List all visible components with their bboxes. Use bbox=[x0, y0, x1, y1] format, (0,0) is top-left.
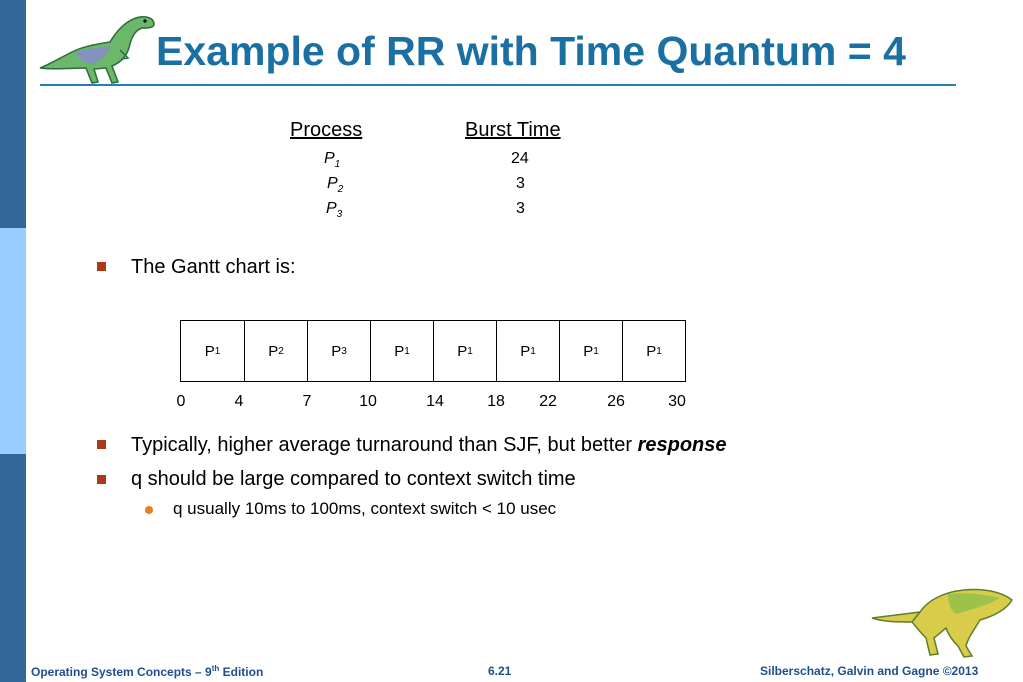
burst-time-value: 3 bbox=[516, 175, 525, 192]
title-divider bbox=[40, 84, 956, 86]
gantt-segment: P 2 bbox=[244, 321, 307, 381]
process-name: $P_2$ bbox=[327, 175, 344, 196]
gantt-time-tick: 10 bbox=[359, 393, 377, 410]
process-name: $P_3$ bbox=[326, 200, 343, 221]
burst-time-value: 24 bbox=[511, 150, 529, 167]
sidebar-segment-top bbox=[0, 0, 26, 228]
burst-time-value: 3 bbox=[516, 200, 525, 217]
gantt-chart bbox=[180, 320, 686, 382]
gantt-time-tick: 14 bbox=[426, 393, 444, 410]
process-column-header: Process bbox=[290, 119, 363, 141]
process-name: $P_1$ bbox=[324, 150, 341, 171]
gantt-segment: P 3 bbox=[307, 321, 370, 381]
gantt-time-tick: 0 bbox=[176, 393, 186, 410]
dinosaur-logo-bottom-icon bbox=[868, 584, 1016, 660]
gantt-segment: P 1 bbox=[496, 321, 559, 381]
gantt-time-tick: 30 bbox=[668, 393, 686, 410]
slide-title: Example of RR with Time Quantum = 4 bbox=[156, 28, 906, 74]
bullet-square-icon bbox=[97, 262, 106, 271]
gantt-segment: P 1 bbox=[622, 321, 685, 381]
bullet-quantum-size: q should be large compared to context switch time bbox=[131, 468, 576, 490]
bullet-turnaround: Typically, higher average turnaround than SJF, but better response bbox=[131, 434, 727, 456]
sub-bullet-quantum-range: q usually 10ms to 100ms, context switch < 10 usec bbox=[173, 499, 557, 518]
gantt-time-tick: 7 bbox=[302, 393, 312, 410]
bullet-square-icon bbox=[97, 440, 106, 449]
gantt-time-tick: 4 bbox=[234, 393, 244, 410]
burst-time-column-header: Burst Time bbox=[465, 119, 561, 141]
footer-authors: Silberschatz, Galvin and Gagne ©2013 bbox=[760, 664, 979, 678]
gantt-segment: P 1 bbox=[559, 321, 622, 381]
footer-page-number: 6.21 bbox=[488, 664, 512, 678]
sidebar-segment-middle bbox=[0, 228, 26, 454]
dinosaur-logo-top-icon bbox=[36, 6, 158, 86]
bullet-square-icon bbox=[97, 475, 106, 484]
sidebar-segment-bottom bbox=[0, 454, 26, 682]
bullet-dot-icon bbox=[145, 506, 153, 514]
footer-book-title: Operating System Concepts – 9th Edition bbox=[31, 664, 264, 679]
gantt-segment: P 1 bbox=[204, 342, 221, 360]
gantt-segment: P 1 bbox=[433, 321, 496, 381]
left-sidebar bbox=[0, 0, 26, 682]
gantt-time-tick: 22 bbox=[539, 393, 557, 410]
gantt-segment: P 1 bbox=[370, 321, 433, 381]
gantt-time-tick: 18 bbox=[487, 393, 505, 410]
gantt-time-tick: 26 bbox=[607, 393, 625, 410]
gantt-intro-text: The Gantt chart is: bbox=[131, 256, 296, 278]
